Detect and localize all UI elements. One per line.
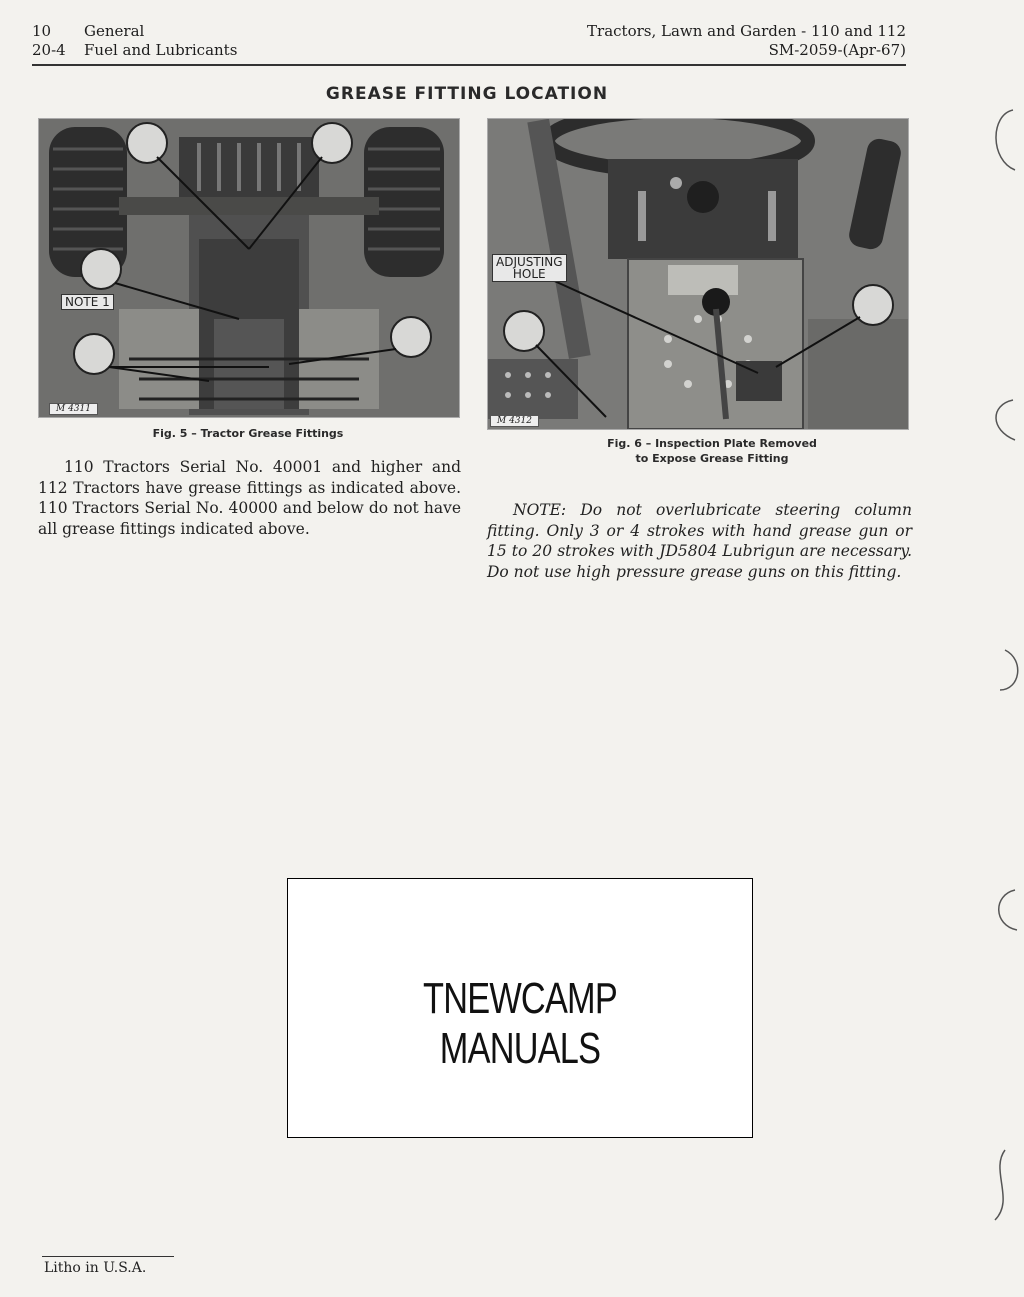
serial-number-paragraph: 110 Tractors Serial No. 40001 and higher and 112 Tractors have grease fittings as indicated above. 110 Tractors Serial No. 40000 and below do not have all grease fittings indicated above. (38, 458, 461, 538)
figure-5-photo (38, 118, 460, 418)
section-title: GREASE FITTING LOCATION (325, 84, 609, 104)
figure-6-photo (487, 118, 909, 430)
page-header-right (587, 22, 906, 60)
figure-6-caption (487, 436, 937, 466)
note-1-callout: NOTE 1 (61, 294, 114, 310)
figure-6-photo-id: M 4312 (490, 415, 539, 427)
figure-6-caption-line2: to Expose Grease Fitting (635, 452, 789, 465)
page-number: 10 (32, 22, 52, 40)
manual-title: Tractors, Lawn and Garden - 110 and 112 (587, 22, 906, 40)
figure-5-caption: Fig. 5 – Tractor Grease Fittings (152, 427, 344, 440)
footer-text: Litho in U.S.A. (44, 1260, 147, 1276)
adjusting-hole-callout-line1: ADJUSTING (496, 255, 563, 269)
chapter-name: General (84, 22, 145, 40)
figure-5-photo-id: M 4311 (49, 403, 98, 415)
note-paragraph: NOTE: Do not overlubricate steering column fitting. Only 3 or 4 strokes with hand grease gun or 15 to 20 strokes with JD5804 Lubrigun are necessary. Do not use high pressure grease guns on this fitting. (487, 501, 912, 581)
figure-6-caption-line1: Fig. 6 – Inspection Plate Removed (607, 437, 817, 450)
header-rule (32, 64, 906, 66)
watermark-box (287, 878, 753, 1138)
manual-code: SM-2059-(Apr-67) (768, 41, 906, 59)
tractor-underside-photo (39, 119, 459, 417)
adjusting-hole-callout (492, 254, 567, 282)
binder-hole-marks (975, 0, 1024, 1297)
adjusting-hole-callout-line2: HOLE (512, 267, 546, 281)
watermark-text: TNEWCAMP MANUALS (423, 974, 617, 1073)
section-name: Fuel and Lubricants (84, 41, 238, 59)
footer-rule (42, 1256, 174, 1257)
section-number: 20-4 (32, 41, 66, 59)
page-header-left (32, 22, 237, 60)
